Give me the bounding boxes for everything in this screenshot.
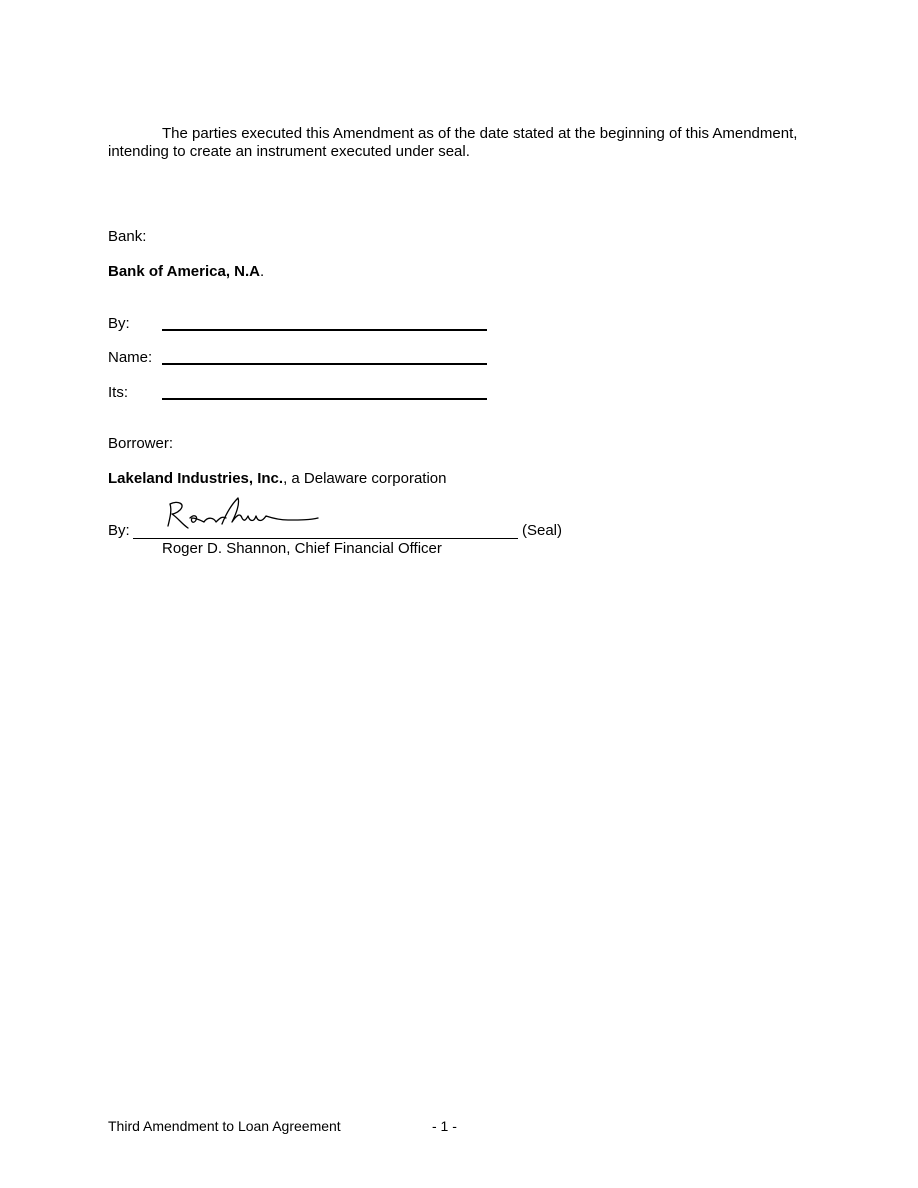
bank-by-signature-line[interactable] xyxy=(162,329,487,331)
borrower-by-label: By: xyxy=(108,522,130,539)
borrower-name: Lakeland Industries, Inc. xyxy=(108,470,284,487)
borrower-label: Borrower: xyxy=(108,435,174,452)
intro-line-2: intending to create an instrument executed under seal. xyxy=(108,143,470,160)
handwritten-signature xyxy=(160,496,325,536)
bank-name-suffix: . xyxy=(260,263,265,280)
borrower-name-line xyxy=(108,470,446,487)
bank-its-signature-line[interactable] xyxy=(162,398,487,400)
footer-title: Third Amendment to Loan Agreement xyxy=(108,1118,341,1134)
bank-label: Bank: xyxy=(108,228,147,245)
seal-label: (Seal) xyxy=(522,522,563,539)
signatory-name-title: Roger D. Shannon, Chief Financial Officer xyxy=(162,540,442,557)
bank-name-label: Name: xyxy=(108,349,153,366)
bank-name-line xyxy=(108,263,264,280)
borrower-name-suffix: , a Delaware corporation xyxy=(283,470,447,487)
bank-name-signature-line[interactable] xyxy=(162,363,487,365)
intro-line-1: The parties executed this Amendment as of the date stated at the beginning of this Amendment, xyxy=(162,125,798,142)
borrower-signature-line xyxy=(133,538,518,539)
bank-name: Bank of America, N.A xyxy=(108,263,260,280)
bank-its-label: Its: xyxy=(108,384,129,401)
bank-by-label: By: xyxy=(108,315,130,332)
footer-page-number: - 1 - xyxy=(432,1118,457,1134)
intro-paragraph xyxy=(108,125,808,161)
